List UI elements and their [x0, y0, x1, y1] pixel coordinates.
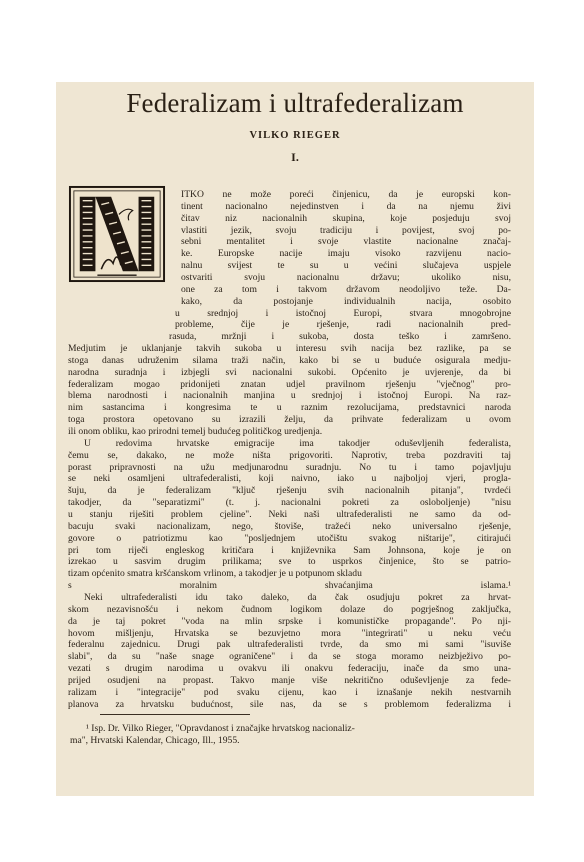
decorative-initial-n	[68, 185, 166, 283]
text-line: federalnu zajednicu. Drugi pak ultrafederalisti tvrde, da smo mi sami "isuviše	[68, 639, 511, 651]
section-number: I.	[291, 150, 299, 164]
text-line: se neki osamljeni ultrafederalisti, koji naivno, iako u najboljoj vjeri, progla-	[68, 473, 511, 485]
text-line: probleme, čije je rješenje, radi nacionalnih pred-	[175, 319, 511, 331]
text-line: narodna suradnja i izbjegli svi nacionalni sukobi. Općenito je uvjerenje, da bi	[68, 366, 511, 378]
text-line: toga prostora opetovano su izrazili želju, da prihvate federalizam u ovom	[68, 414, 511, 426]
author-name: VILKO RIEGER	[249, 130, 341, 141]
text-line: slabi", da su "naše snage ograničene" i da se stoga moramo neizbježivo po-	[68, 651, 511, 663]
text-line: rasuda, mržnji i sukoba, dosta teško i zamršeno.	[169, 331, 511, 343]
text-line: blema narodnosti i nacionalnih manjina u srednjoj i istočnoj Europi. Na raz-	[68, 390, 511, 402]
text-line: da je taj pokret "voda na mlin srpske i komunističke propagande". Po nji-	[68, 615, 511, 627]
text-line: govore o patriotizmu kao "posljednjem utočištu svakog ništarije", citirajući	[68, 532, 511, 544]
text-line: pri tom riječi engleskog kritičara i književnika Sam Johnsona, koje je on	[68, 544, 511, 556]
text-line: ke. Europske nacije imaju visoko razvijenu nacio-	[181, 248, 511, 260]
text-line: šuju, da je federalizam "ključ rješenju svih nacionalnih pitanja", tvrdeći	[68, 485, 511, 497]
text-line: ili onom obliku, kao prirodni temelj budućeg političkog uredjenja.	[68, 426, 323, 437]
text-line: stoga danas udruženim silama traži način, kako bi se u buduće osigurala medju-	[68, 354, 511, 366]
text-line: sebni mentalitet i svoje vlastite nacionalne značaj-	[181, 236, 511, 248]
text-line: ITKO ne može poreći činjenicu, da je europski kon-	[181, 189, 511, 200]
text-line: Medjutim je uklanjanje takvih sukoba u interesu svih nacija bez razlike, pa se	[68, 343, 511, 354]
text-line: hovom mišljenju, Hrvatska se bezuvjetno mora "integrirati" u neku veću	[68, 627, 511, 639]
text-line: ostvariti svoju nacionalnu državu; ukoliko nisu,	[181, 271, 511, 283]
footnote-rule	[100, 714, 250, 715]
text-line: tinent nacionalno nejedinstven i da na njemu živi	[181, 200, 511, 212]
footnote-line: ma", Hrvatski Kalendar, Chicago, Ill., 1955.	[70, 735, 240, 746]
text-line: čitav niz nacionalnih skupina, koje posjeduju svoj	[181, 212, 511, 224]
text-line: s moralnim shvaćanjima islama.¹	[68, 580, 511, 592]
text-line: federalizam mogao pridonijeti znatan udjel pravilnom rješenju "vječnog" pro-	[68, 378, 511, 390]
text-line: vlastiti jezik, svoju tradiciju i povijest, svoj po-	[181, 224, 511, 236]
text-line: u stanju riješiti problem cjeline". Neki naši ultrafederalisti ne samo da od-	[68, 508, 511, 520]
text-line: izrekao u sasvim drugim prilikama; sve to usprkos činjenice, što se patrio-	[68, 556, 511, 568]
text-line: čemu se, dakako, ne može ništa prigovoriti. Naprotiv, treba pozdraviti taj	[68, 449, 511, 461]
text-line: U redovima hrvatske emigracije ima takodjer oduševljenih federalista,	[84, 437, 511, 449]
text-line: porast pripravnosti na užu medjunarodnu suradnju. No tu i tamo pojavljuju	[68, 461, 511, 473]
text-line: prijed osudjeni na propast. Takvo manje više nekritično oduševljenje za fede-	[68, 674, 511, 686]
text-line: nalnu svijest te su u većini slučajeva uspjele	[181, 260, 511, 272]
text-line: takodjer, da "separatizmi" (t. j. nacionalni pokreti za osloboljenje) "nisu	[68, 497, 511, 509]
footnote-line: ¹ Isp. Dr. Vilko Rieger, "Opravdanost i značajke hrvatskog nacionaliz-	[86, 723, 355, 734]
text-line: bacuju svaki nacionalizam, nego, štoviše, tražeći neko universalno rješenje,	[68, 520, 511, 532]
article-title: Federalizam i ultrafederalizam	[126, 88, 464, 118]
text-line: one za tom i takvom državom neodoljivo teže. Da-	[181, 283, 511, 295]
text-line: skom nezavisnošću i nekom čudnom logikom dolaze do pogrješnog zaključka,	[68, 603, 511, 615]
text-line: nim sastancima i kongresima te u raznim rezolucijama, predstavnici naroda	[68, 402, 511, 414]
text-line: tizam općenito smatra kršćanskom vrlinom, a takodjer je u potpunom skladu	[68, 568, 362, 580]
text-line: u srednjoj i istočnoj Europi, stvara mnogobrojne	[175, 307, 511, 319]
text-line: kako, da postojanje individualnih nacija, osobito	[181, 295, 511, 307]
text-line: planova za hrvatsku budućnost, sile nas, da se s problemom federalizma i	[68, 698, 511, 710]
book-page	[56, 82, 534, 796]
text-line: vezati s drugim narodima u ovakvu ili onakvu federaciju, inače da smo una-	[68, 663, 511, 674]
text-line: ralizam i "integracije" pod svaku cijenu, kao i iznašanje nekih nestvarnih	[68, 686, 511, 698]
text-line: Neki ultrafederalisti idu tako daleko, da čak osudjuju pokret za hrvat-	[84, 591, 511, 603]
